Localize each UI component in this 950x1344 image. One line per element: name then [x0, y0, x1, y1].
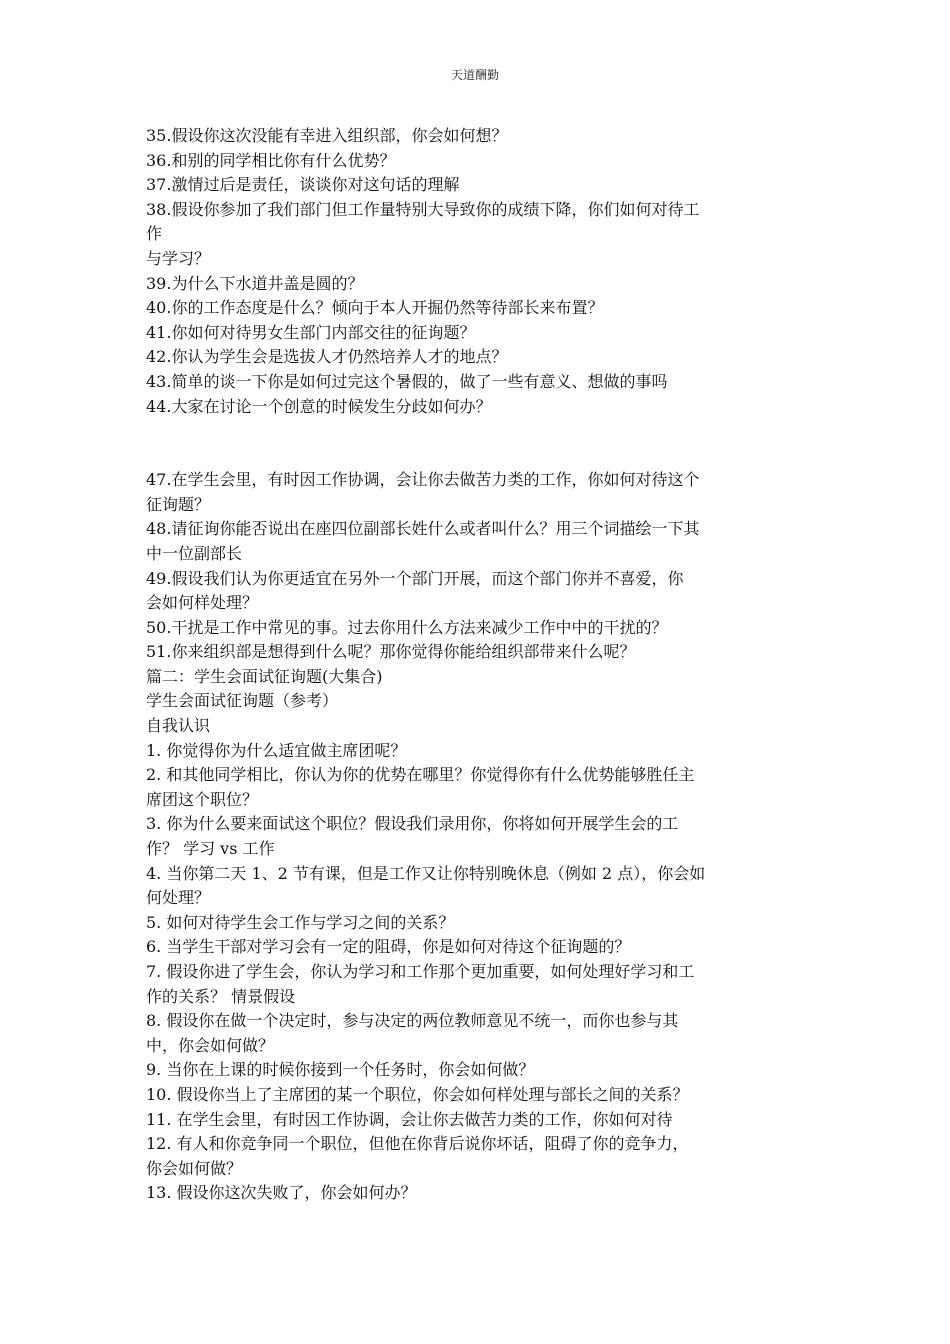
text-line: 51.你来组织部是想得到什么呢？那你觉得你能给组织部带来什么呢？ — [146, 642, 636, 662]
text-line: 35.假设你这次没能有幸进入组织部，你会如何想？ — [146, 126, 508, 145]
text-line: 1. 你觉得你为什么适宜做主席团呢？ — [146, 740, 407, 760]
text-line: 10. 假设你当上了主席团的某一个职位，你会如何样处理与部长之间的关系？ — [146, 1084, 689, 1104]
text-line: 学生会面试征询题（参考） — [146, 691, 339, 711]
text-line: 47.在学生会里，有时因工作协调，会让你去做苦力类的工作，你如何对待这个 — [146, 470, 700, 490]
document-body — [146, 124, 811, 1206]
text-line: 41.你如何对待男女生部门内部交往的征询题？ — [146, 322, 476, 342]
text-line: 40.你的工作态度是什么？倾向于本人开掘仍然等待部长来布置？ — [146, 298, 604, 318]
text-line: 6. 当学生干部对学习会有一定的阻碍，你是如何对待这个征询题的？ — [146, 937, 631, 957]
question-block-1 — [146, 124, 811, 419]
text-line: 3. 你为什么要来面试这个职位？假设我们录用你，你将如何开展学生会的工 — [146, 814, 679, 834]
text-line: 44.大家在讨论一个创意的时候发生分歧如何办？ — [146, 396, 492, 416]
text-line: 49.假设我们认为你更适宜在另外一个部门开展，而这个部门你并不喜爱，你 — [146, 568, 684, 588]
text-line: 38.假设你参加了我们部门但工作量特别大导致你的成绩下降，你们如何对待工 — [146, 199, 700, 219]
text-line: 2. 和其他同学相比，你认为你的优势在哪里？你觉得你有什么优势能够胜任主 — [146, 765, 695, 785]
text-line: 你会如何做？ — [146, 1158, 243, 1178]
text-line: 50.干扰是工作中常见的事。过去你用什么方法来减少工作中中的干扰的？ — [146, 617, 668, 637]
section-gap — [146, 419, 811, 468]
text-line: 39.为什么下水道井盖是圆的？ — [146, 273, 364, 293]
text-line: 何处理？ — [146, 888, 211, 908]
text-line: 7. 假设你进了学生会，你认为学习和工作那个更加重要，如何处理好学习和工 — [146, 962, 695, 981]
text-line: 中，你会如何做？ — [146, 1035, 275, 1055]
text-line: 作？ 学习 vs 工作 — [146, 839, 275, 859]
text-line: 9. 当你在上课的时候你接到一个任务时，你会如何做？ — [146, 1060, 535, 1080]
text-line: 中一位副部长 — [146, 543, 243, 563]
text-line: 会如何样处理？ — [146, 593, 259, 613]
text-line: 4. 当你第二天 1、2 节有课，但是工作又让你特别晚休息（例如 2 点），你会如 — [146, 863, 706, 883]
text-line: 42.你认为学生会是选拔人才仍然培养人才的地点？ — [146, 347, 508, 367]
text-line: 作的关系？ 情景假设 — [146, 986, 296, 1006]
text-line: 37.激情过后是责任，谈谈你对这句话的理解 — [146, 175, 460, 195]
text-line: 5. 如何对待学生会工作与学习之间的关系？ — [146, 912, 455, 932]
text-line: 36.和别的同学相比你有什么优势？ — [146, 150, 396, 170]
text-line: 11. 在学生会里，有时因工作协调，会让你去做苦力类的工作，你如何对待 — [146, 1109, 673, 1129]
text-line: 征询题？ — [146, 494, 211, 514]
text-line: 席团这个职位？ — [146, 789, 259, 809]
text-line: 作 — [146, 224, 163, 244]
text-line: 篇二：学生会面试征询题(大集合) — [146, 666, 383, 686]
text-line: 13. 假设你这次失败了，你会如何办？ — [146, 1183, 417, 1203]
text-line: 8. 假设你在做一个决定时，参与决定的两位教师意见不统一，而你也参与其 — [146, 1011, 679, 1031]
text-line: 自我认识 — [146, 716, 211, 736]
text-line: 48.请征询你能否说出在座四位副部长姓什么或者叫什么？用三个词描绘一下其 — [146, 519, 700, 539]
text-line: 43.简单的谈一下你是如何过完这个暑假的，做了一些有意义、想做的事吗 — [146, 371, 668, 391]
text-line: 12. 有人和你竞争同一个职位，但他在你背后说你坏话，阻碍了你的竞争力， — [146, 1134, 689, 1154]
text-line: 与学习？ — [146, 248, 211, 268]
page-header: 天道酬勤 — [450, 68, 499, 82]
question-block-2 — [146, 468, 811, 1206]
